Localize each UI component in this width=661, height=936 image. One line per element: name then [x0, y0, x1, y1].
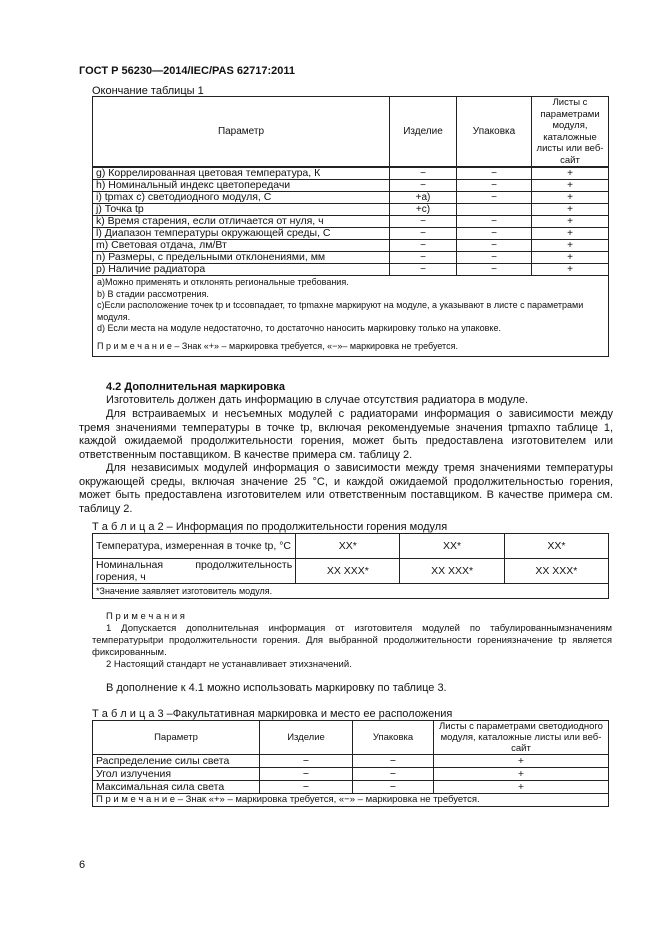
- table3-row-param: Максимальная сила света: [93, 781, 260, 794]
- table-row: [93, 192, 609, 204]
- table1-header-parameter: Параметр: [93, 97, 390, 168]
- table-row: [93, 781, 609, 794]
- table-row: [93, 204, 609, 216]
- table1-row-m-product: −: [390, 240, 457, 252]
- table2-footnote: *Значение заявляет изготовитель модуля.: [93, 584, 609, 599]
- table-row: [93, 534, 609, 559]
- table1-row-m-param: m) Световая отдача, лм/Вт: [93, 240, 390, 252]
- table2-duration-label: Номинальная продолжительность горения, ч: [93, 559, 296, 584]
- table3-row-sheets: +: [434, 768, 609, 781]
- note-label: П р и м е ч а н и е: [97, 340, 172, 351]
- table1-row-g-package: −: [457, 167, 532, 180]
- table1-row-p-sheets: +: [532, 264, 609, 276]
- table1-row-k-package: −: [457, 216, 532, 228]
- table1-row-j-param: j) Точка tp: [93, 204, 390, 216]
- addition-text: В дополнение к 4.1 можно использовать маркировку по таблице 3.: [106, 682, 447, 694]
- table1-row-h-param: h) Номинальный индекс цветопередачи: [93, 180, 390, 192]
- table3-row-package: −: [353, 755, 434, 768]
- table1-row-l-param: l) Диапазон температуры окружающей среды, С: [93, 228, 390, 240]
- table1-header-package: Упаковка: [457, 97, 532, 168]
- table3-row-sheets: +: [434, 781, 609, 794]
- table1-row-p-param: p) Наличие радиатора: [93, 264, 390, 276]
- note-text: – Знак «+» – маркировка требуется, «−»– маркировка не требуется.: [171, 340, 458, 351]
- table3-row-param: Угол излучения: [93, 768, 260, 781]
- paragraph-3: Для независимых модулей информация о зависимости между тремя значениями температуры окружающей среды, включая значение 25 °С, и каждой ожидаемой продолжительностью горения, может быть предоставлена изготовителем или ответственным поставщиком. В качестве примера см. таблицу 2.: [79, 462, 613, 515]
- table1-row-p-product: −: [390, 264, 457, 276]
- document-header: ГОСТ Р 56230—2014/IEC/PAS 62717:2011: [79, 65, 295, 77]
- notes-title: П р и м е ч а н и я: [106, 611, 185, 622]
- table1-row-k-product: −: [390, 216, 457, 228]
- table-row: [93, 264, 609, 276]
- table-row: [93, 559, 609, 584]
- paragraph-2: Для встраиваемых и несъемных модулей с радиаторами информация о зависимости между тремя значениями температуры в точке tp, включая рекомендуемые значения tpmaxпо таблице 1, каждой ожидаемой продолжительности горения, может быть предоставлена изготовителем или ответственным поставщиком. В качестве примера см. таблицу 2.: [79, 408, 613, 461]
- table1: [92, 96, 609, 357]
- paragraph-1: Изготовитель должен дать информацию в случае отсутствия радиатора в модуле.: [106, 394, 529, 406]
- table1-row-n-sheets: +: [532, 252, 609, 264]
- note-1: 1 Допускается дополнительная информация от изготовителя модулей по табулированнымзначениям температурыtpи продолжительности горения. Для выбранной продолжительности горениязначение tp является фиксированным.: [92, 623, 612, 658]
- footnote-d: d) Если места на модуле недостаточно, то достаточно наносить маркировку только на упаковке.: [97, 323, 501, 333]
- table-row: [93, 228, 609, 240]
- table1-row-g-sheets: +: [532, 167, 609, 180]
- table1-row-k-param: k) Время старения, если отличается от нуля, ч: [93, 216, 390, 228]
- footnote-a: a)Можно применять и отклонять региональные требования.: [97, 277, 349, 287]
- table1-row-l-sheets: +: [532, 228, 609, 240]
- footnote-b: b) В стадии рассмотрения.: [97, 288, 209, 299]
- table1-row-j-package: [457, 204, 532, 216]
- table3-row-product: −: [260, 755, 353, 768]
- table-row: [93, 167, 609, 180]
- note-2: 2 Настоящий стандарт не устанавливает этихзначений.: [106, 659, 352, 670]
- table3-row-product: −: [260, 768, 353, 781]
- table2-temp-label: Температура, измеренная в точке tp, °С: [93, 534, 296, 559]
- table3-row-package: −: [353, 781, 434, 794]
- table-row: [93, 216, 609, 228]
- section-title: 4.2 Дополнительная маркировка: [106, 381, 285, 393]
- table-row: [93, 252, 609, 264]
- table1-header-row: [93, 97, 609, 168]
- table1-row-g-product: −: [390, 167, 457, 180]
- table1-footnotes-row: [93, 276, 609, 357]
- table3-header-parameter: Параметр: [93, 721, 260, 755]
- table2-duration-value: XX XXX*: [296, 559, 400, 584]
- table-row: [93, 180, 609, 192]
- table3-row-package: −: [353, 768, 434, 781]
- table1-row-l-package: −: [457, 228, 532, 240]
- table1-row-h-sheets: +: [532, 180, 609, 192]
- table1-row-n-param: n) Размеры, с предельными отклонениями, мм: [93, 252, 390, 264]
- table3-header-sheets: Листы с параметрами светодиодного модуля, каталожные листы или веб-сайт: [434, 721, 609, 755]
- table1-row-h-package: −: [457, 180, 532, 192]
- table-row: [93, 794, 609, 807]
- table1-footnotes: [93, 276, 609, 357]
- table3-row-sheets: +: [434, 755, 609, 768]
- page-number: 6: [79, 859, 86, 871]
- table-row: [93, 240, 609, 252]
- table2-duration-value: XX XXX*: [504, 559, 608, 584]
- table2-duration-value: XX XXX*: [400, 559, 504, 584]
- table-row: [93, 768, 609, 781]
- table-row: [93, 755, 609, 768]
- table1-row-j-product: +c): [390, 204, 457, 216]
- table2-temp-value: XX*: [296, 534, 400, 559]
- table1-row-p-package: −: [457, 264, 532, 276]
- table3-header-row: [93, 721, 609, 755]
- table1-row-i-param: i) tpmax c) светодиодного модуля, С: [93, 192, 390, 204]
- table1-row-k-sheets: +: [532, 216, 609, 228]
- table2-temp-value: XX*: [400, 534, 504, 559]
- table1-row-n-product: −: [390, 252, 457, 264]
- table2-temp-value: XX*: [504, 534, 608, 559]
- table1-row-m-sheets: +: [532, 240, 609, 252]
- table1-row-n-package: −: [457, 252, 532, 264]
- table3: [92, 720, 609, 807]
- table1-row-l-product: −: [390, 228, 457, 240]
- table1-note: [97, 341, 604, 353]
- table3-note: [93, 794, 609, 807]
- table3-row-product: −: [260, 781, 353, 794]
- table1-row-h-product: −: [390, 180, 457, 192]
- table1-header-sheets: Листы с параметрами модуля, каталожные листы или веб-сайт: [532, 97, 609, 168]
- note-label: П р и м е ч а н и е: [96, 794, 176, 805]
- footnote-c: c)Если расположение точек tp и tcсовпадает, то tpmaxне маркируют на модуле, а указывают в листе с параметрами модуля.: [97, 300, 584, 322]
- table1-header-product: Изделие: [390, 97, 457, 168]
- table1-row-j-sheets: +: [532, 204, 609, 216]
- table1-row-i-sheets: +: [532, 192, 609, 204]
- table3-header-product: Изделие: [260, 721, 353, 755]
- table1-caption: Окончание таблицы 1: [92, 85, 204, 97]
- table2-caption: Т а б л и ц а 2 – Информация по продолжительности горения модуля: [92, 521, 448, 533]
- table1-row-i-package: −: [457, 192, 532, 204]
- note-text: – Знак «+» – маркировка требуется, «−» – маркировка не требуется.: [175, 794, 480, 805]
- table-row: [93, 584, 609, 599]
- table2: [92, 533, 609, 599]
- table3-row-param: Распределение силы света: [93, 755, 260, 768]
- table1-row-i-product: +a): [390, 192, 457, 204]
- table3-header-package: Упаковка: [353, 721, 434, 755]
- table1-row-m-package: −: [457, 240, 532, 252]
- table1-row-g-param: g) Коррелированная цветовая температура, К: [93, 167, 390, 180]
- table3-caption: Т а б л и ц а 3 –Факультативная маркировка и место ее расположения: [92, 708, 453, 720]
